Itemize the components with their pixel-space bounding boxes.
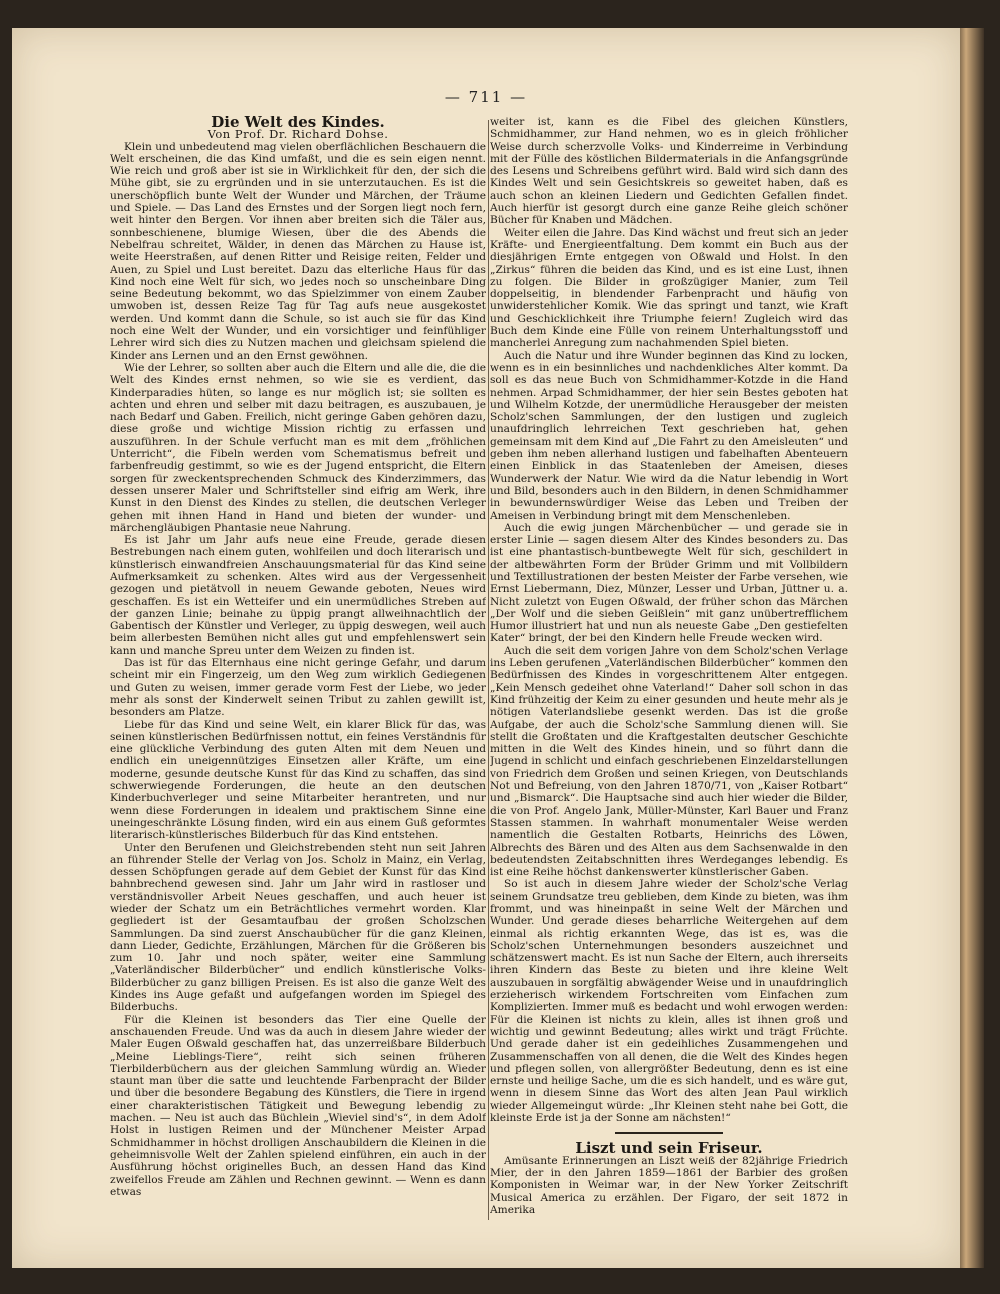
article-paragraph: Auch die ewig jungen Märchenbücher — und gerade sie in erster Linie — sagen diesem Alter des Kindes besonders zu. Das ist eine phantastisch-buntbewegte Welt für sich, geschildert in der altbewährten Form der Brüder Grimm und mit Vollbildern und Textillustrationen der besten Meister der Farbe versehen, wie Ernst Liebermann, Diez, Münzer, Lesser und Urban, Jüttner u. a. Nicht zuletzt von Eugen Oßwald, der früher schon das Märchen „Der Wolf und die sieben Geißlein“ mit ganz unübertrefflichem Humor illustriert hat und nun als neueste Gabe „Den gestiefelten Kater“ bringt, der bei den Kindern helle Freude wecken wird.: [490, 521, 848, 645]
left-column: [110, 116, 486, 1206]
article-byline: Von Prof. Dr. Richard Dohse.: [207, 127, 389, 142]
article-paragraph: Amüsante Erinnerungen an Liszt weiß der 82jährige Friedrich Mier, der in den Jahren 1859—1861 der Barbier des großen Komponisten in Weimar war, in der New Yorker Zeitschrift Musical America zu erzählen. Der Figaro, der seit 1872 in Amerika: [490, 1154, 848, 1216]
article-paragraph: Auch die Natur und ihre Wunder beginnen das Kind zu locken, wenn es in ein besinnliches und nachdenkliches Alter kommt. Da soll es das neue Buch von Schmidhammer-Kotzde in die Hand nehmen. Arpad Schmidhammer, der hier sein Bestes geboten hat und Wilhelm Kotzde, der unermüdliche Herausgeber der meisten Scholz'schen Sammlungen, der den lustigen und zugleich unaufdringlich lehrreichen Text geschrieben hat, gehen gemeinsam mit dem Kind auf „Die Fahrt zu den Ameisleuten“ und geben ihm neben allerhand lustigen und fabelhaften Abenteuern einen Einblick in das Staatenleben der Ameisen, dieses Wunderwerk der Natur. Wie wird da die Natur lebendig in Wort und Bild, besonders auch in den Bildern, in denen Schmidhammer in bewundernswürdiger Weise das Leben und Treiben der Ameisen in Verbindung bringt mit dem Menschenleben.: [490, 349, 848, 522]
article-paragraph: Auch die seit dem vorigen Jahre von dem Scholz'schen Verlage ins Leben gerufenen „Vaterländischen Bilderbücher“ kommen den Bedürfnissen des Kindes in vorgeschrittenem Alter entgegen. „Kein Mensch gedeihet ohne Vaterland!“ Daher soll schon in das Kind frühzeitig der Keim zu einer gesunden und heute mehr als je nötigen Vaterlandsliebe gesenkt werden. Das ist die große Aufgabe, der auch die Scholz'sche Sammlung dienen will. Sie stellt die Großtaten und die Kraftgestalten deutscher Geschichte mitten in die Welt des Kindes hinein, und so führt dann die Jugend in schlicht und einfach geschriebenen Einzeldarstellungen von Friedrich dem Großen und seinen Kriegen, von Deutschlands Not und Befreiung, von den Jahren 1870/71, von „Kaiser Rotbart“ und „Bismarck“. Die Hauptsache sind auch hier wieder die Bilder, die von Prof. Angelo Jank, Müller-Münster, Karl Bauer und Franz Stassen stammen. In wahrhaft monumentaler Weise werden namentlich die Gestalten Rotbarts, Heinrichs des Löwen, Albrechts des Bären und des Alten aus dem Sachsenwalde in den bedeutendsten Zeitabschnitten ihres Werdeganges lebendig. Es ist eine Reihe höchst dankenswerter künstlerischer Gaben.: [490, 644, 848, 879]
article-paragraph: Unter den Berufenen und Gleichstrebenden steht nun seit Jahren an führender Stelle der Verlag von Jos. Scholz in Mainz, ein Verlag, dessen Schöpfungen gerade auf dem Gebiet der Kunst für das Kind bahnbrechend gewesen sind. Jahr um Jahr wird in rastloser und verständnisvoller Arbeit Neues geschaffen, und auch heuer ist wieder der Schatz um ein Beträchtliches vermehrt worden. Klar gegliedert ist der Gesamtaufbau der großen Scholzschen Sammlungen. Da sind zuerst Anschaubücher für die ganz Kleinen, dann Lieder, Gedichte, Erzählungen, Märchen für die Größeren bis zum 10. Jahr und noch später, weiter eine Sammlung „Vaterländischer Bilderbücher“ und endlich künstlerische Volks-Bilderbücher zu ganz billigen Preisen. Es ist also die ganze Welt des Kindes ins Auge gefaßt und aufgefangen worden im Spiegel des Bilderbuchs.: [110, 841, 486, 1014]
article-paragraph: Es ist Jahr um Jahr aufs neue eine Freude, gerade diesen Bestrebungen nach einem guten, wohlfeilen und doch literarisch und künstlerisch einwandfreien Anschauungsmaterial für das Kind seine Aufmerksamkeit zu schenken. Altes wird aus der Vergessenheit gezogen und pietätvoll in neuem Gewande geboten, Neues wird geschaffen. Es ist ein Wetteifer und ein unermüdliches Streben auf der ganzen Linie; beinahe zu üppig prangt allweihnachtlich der Gabentisch der Künstler und Verleger, zu üppig deswegen, weil auch beim allerbesten Bemühen nicht alles gut und empfehlenswert sein kann und manche Spreu unter dem Weizen zu finden ist.: [110, 534, 486, 657]
right-column: [490, 116, 848, 1221]
article-paragraph: Klein und unbedeutend mag vielen oberflächlichen Beschauern die Welt erscheinen, die das Kind umfaßt, und die es sein eigen nennt. Wie reich und groß aber ist sie in Wirklichkeit für den, der sich die Mühe gibt, sie zu ergründen und in sie unterzutauchen. Es ist die unerschöpflich bunte Welt der Wunder und Märchen, der Träume und Spiele. — Das Land des Ernstes und der Sorgen liegt noch fern, weit hinter den Bergen. Vor ihnen aber breiten sich die Täler aus, sonnbeschienene, blumige Wiesen, über die des Abends die Nebelfrau schreitet, Wälder, in denen das Märchen zu Hause ist, weite Heerstraßen, auf denen Ritter und Reisige reiten, Felder und Auen, zu Spiel und Lust bereitet. Dazu das elterliche Haus für das Kind noch eine Welt für sich, wo jedes noch so unscheinbare Ding seine Bedeutung bekommt, wo das Spielzimmer von einem Zauber umwoben ist, dessen Reize Tag für Tag aufs neue ausgekostet werden. Und kommt dann die Schule, so ist auch sie für das Kind noch eine Welt der Wunder, und ein vorsichtiger und feinfühliger Lehrer wird sich dies zu Nutzen machen und gleichsam spielend die Kinder ans Lernen und an den Ernst gewöhnen.: [110, 140, 486, 362]
article-paragraph: Liebe für das Kind und seine Welt, ein klarer Blick für das, was seinen künstlerischen Bedürfnissen nottut, ein feines Verständnis für eine glückliche Verbindung des guten Alten mit dem Neuen und endlich ein uneigennütziges Einsetzen aller Kräfte, um eine moderne, gesunde deutsche Kunst für das Kind zu schaffen, das sind schwerwiegende Forderungen, die heute an den deutschen Kinderbuchverleger und seine Mitarbeiter herantreten, und nur wenn diese Forderungen in idealem und praktischem Sinne eine uneingeschränkte Lösung finden, wird ein aus einem Guß geformtes literarisch-künstlerisches Bilderbuch für das Kind entstehen.: [110, 718, 486, 842]
column-divider: [488, 120, 489, 1220]
article-paragraph: weiter ist, kann es die Fibel des gleichen Künstlers, Schmidhammer, zur Hand nehmen, wo es in gleich fröhlicher Weise durch scherzvolle Volks- und Kinderreime in Verbindung mit der Fülle des köstlichen Bildermaterials in die Anfangsgründe des Lesens und Schreibens geführt wird. Bald wird sich dann des Kindes Welt und sein Gesichtskreis so geweitet haben, daß es auch schon an kleinen Liedern und Gedichten Gefallen findet. Auch hierfür ist gesorgt durch eine ganze Reihe gleich schöner Bücher für Knaben und Mädchen.: [490, 116, 848, 227]
article-paragraph: Weiter eilen die Jahre. Das Kind wächst und freut sich an jeder Kräfte- und Energieentfaltung. Dem kommt ein Buch aus der diesjährigen Ernte entgegen von Oßwald und Holst. In den „Zirkus“ führen die beiden das Kind, und es ist eine Lust, ihnen zu folgen. Die Bilder in großzügiger Manier, zum Teil doppelseitig, in blendender Farbenpracht und häufig von unwiderstehlicher Komik. Wie das springt und tanzt, wie Kraft und Geschicklichkeit ihre Triumphe feiern! Zugleich wird das Buch dem Kinde eine Fülle von reinem Unterhaltungsstoff und mancherlei Anregung zum nachahmenden Spiel bieten.: [490, 226, 848, 350]
article-paragraph: Wie der Lehrer, so sollten aber auch die Eltern und alle die, die die Welt des Kindes ernst nehmen, so wie sie es verdient, das Kinderparadies hüten, so lange es nur möglich ist; sie sollten es achten und ehren und selber mit dazu beitragen, es auszubauen, je nach Bedarf und Gaben. Freilich, nicht geringe Gaben gehören dazu, diese große und wichtige Mission richtig zu erfassen und auszuführen. In der Schule verfucht man es mit dem „fröhlichen Unterricht“, die Fibeln werden vom Schematismus befreit und farbenfreudig gestimmt, so wie es der Jugend entspricht, die Eltern sorgen für zweckentsprechenden Schmuck des Kinderzimmers, das dessen unserer Maler und Schriftsteller sind eifrig am Werk, ihre Kunst in den Dienst des Kindes zu stellen, die deutschen Verleger gehen mit ihnen Hand in Hand und bieten der wunder- und märchengläubigen Phantasie neue Nahrung.: [110, 361, 486, 534]
article-paragraph: Für die Kleinen ist besonders das Tier eine Quelle der anschauenden Freude. Und was da auch in diesem Jahre wieder der Maler Eugen Oßwald geschaffen hat, das unzerreißbare Bilderbuch „Meine Lieblings-Tiere“, reiht sich seinen früheren Tierbilderbüchern aus der gleichen Sammlung würdig an. Wieder staunt man über die satte und leuchtende Farbenpracht der Bilder und über die besondere Begabung des Künstlers, die Tiere in irgend einer charakteristischen Tätigkeit und Bewegung lebendig zu machen. — Neu ist auch das Büchlein „Wieviel sind's“, in dem Adolf Holst in lustigen Reimen und der Münchener Meister Arpad Schmidhammer in höchst drolligen Anschaubildern die Kleinen in die geheimnisvolle Welt der Zahlen spielend einführen, ein auch in der Ausführung höchst originelles Buch, an dessen Hand das Kind zweifellos Freude am Zählen und Rechnen gewinnt. — Wenn es dann etwas: [110, 1013, 486, 1198]
article-paragraph: So ist auch in diesem Jahre wieder der Scholz'sche Verlag seinem Grundsatze treu geblieben, dem Kinde zu bieten, was ihm frommt, und was hineinpaßt in seine Welt der Märchen und Wunder. Und gerade dieses beharrliche Weitergehen auf dem einmal als richtig erkannten Wege, das ist es, was die Scholz'schen Unternehmungen besonders auszeichnet und schätzenswert macht. Es ist nun Sache der Eltern, auch ihrerseits ihren Kindern das Beste zu bieten und ihre kleine Welt auszubauen in sorgfältig abwägender Weise und in unaufdringlich erzieherisch wirkendem Fortschreiten vom Einfachen zum Komplizierten. Immer muß es bedacht und wohl erwogen werden: Für die Kleinen ist nichts zu klein, alles ist ihnen groß und wichtig und gewinnt Bedeutung; alles wirkt und trägt Früchte. Und gerade daher ist ein gedeihliches Zusammengehen und Zusammenschaffen von all denen, die die Welt des Kindes hegen und pflegen sollen, von allergrößter Bedeutung, denn es ist eine ernste und heilige Sache, um die es sich handelt, und es wäre gut, wenn in diesem Sinne das Wort des alten Jean Paul wirklich wieder Allgemeingut würde: „Ihr Kleinen steht nahe bei Gott, die kleinste Erde ist ja der Sonne am nächsten!“: [490, 878, 848, 1125]
article-title: Liszt und sein Friseur.: [575, 1139, 763, 1158]
article-paragraph: Das ist für das Elternhaus eine nicht geringe Gefahr, und darum scheint mir ein Fingerzeig, um den Weg zum wirklich Gediegenen und Guten zu weisen, immer gerade vorm Fest der Liebe, wo jeder mehr als sonst der Kinderwelt seinen Tribut zu zahlen gewillt ist, besonders am Platze.: [110, 657, 486, 719]
newspaper-page: [12, 28, 960, 1268]
article-title: Die Welt des Kindes.: [211, 116, 385, 131]
page-number: — 711 —: [444, 88, 528, 106]
article-divider: [615, 1132, 723, 1134]
